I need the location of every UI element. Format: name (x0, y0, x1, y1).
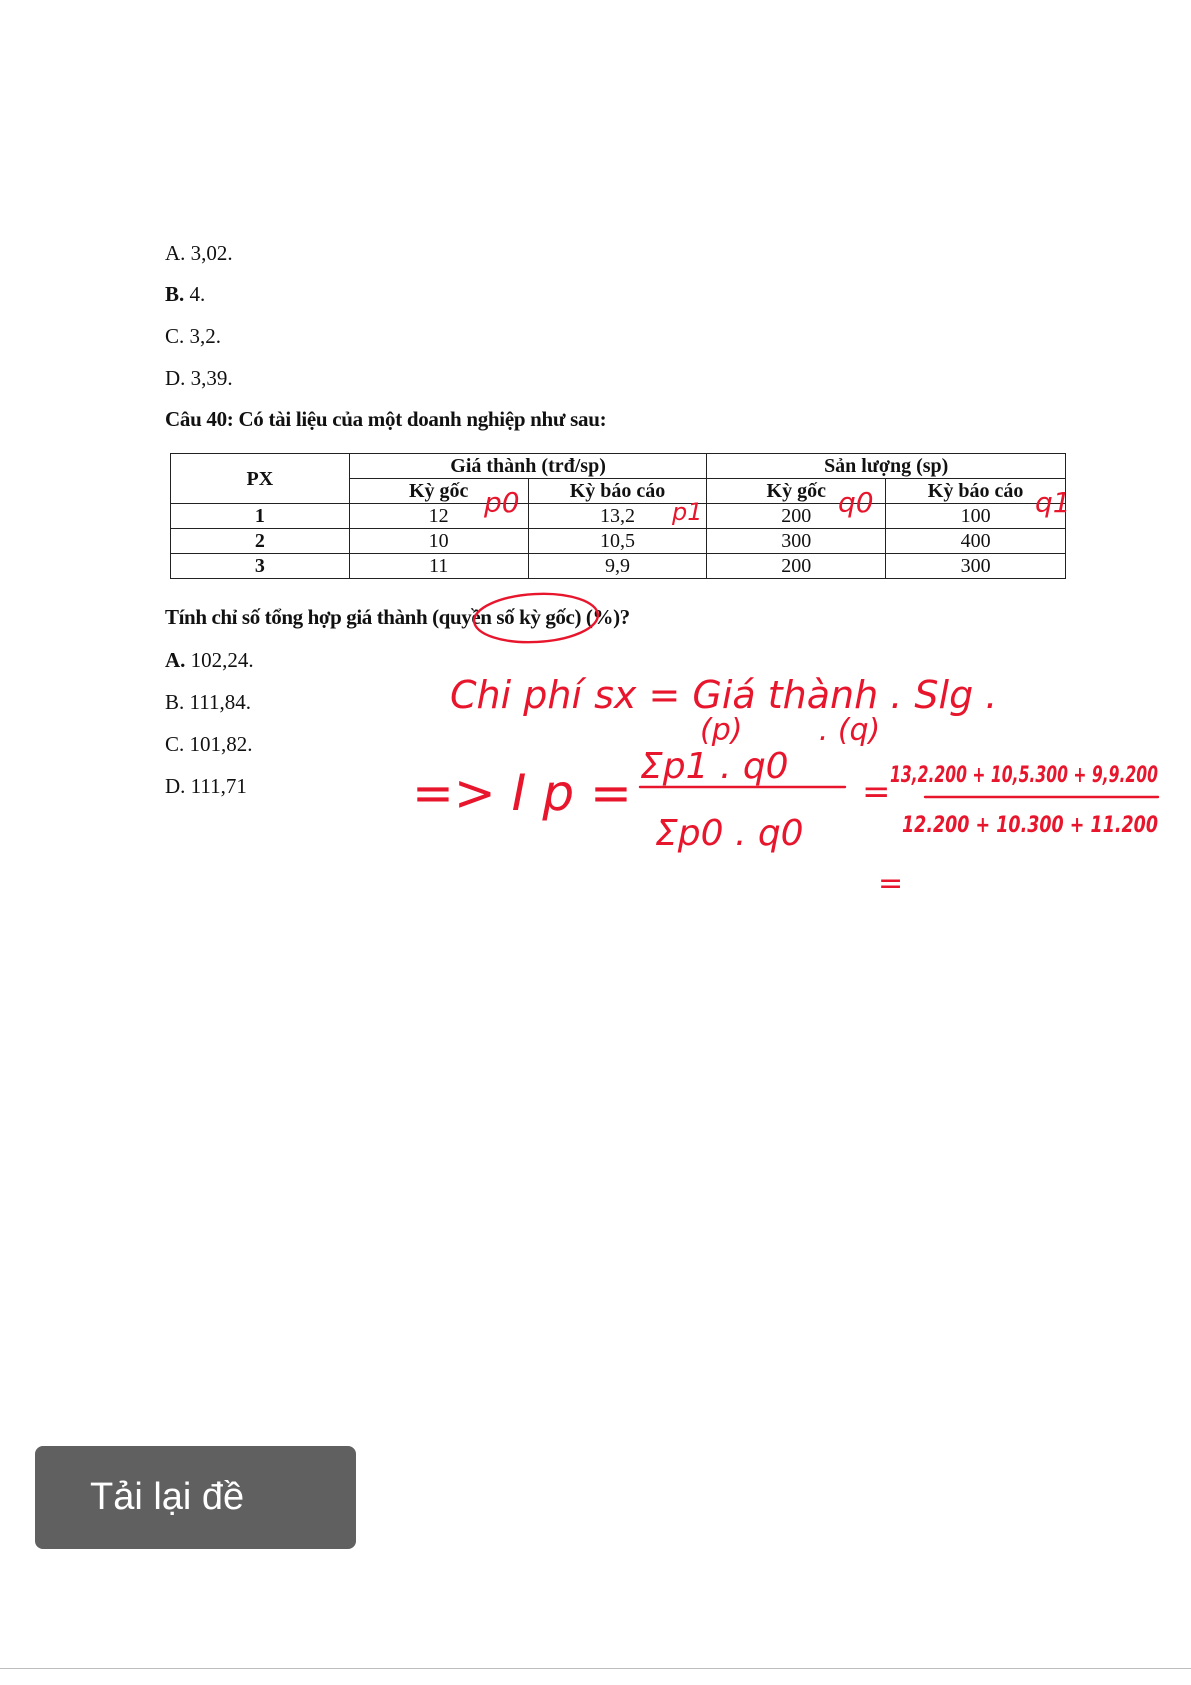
formula-lhs: => I p = (412, 764, 632, 822)
header-px: PX (171, 454, 350, 504)
option-b: B. 111,84. (165, 690, 251, 714)
prev-option-b: B. 4. (165, 282, 206, 306)
question-title: Câu 40: Có tài liệu của một doanh nghiệp như sau: (165, 407, 607, 431)
subheader-ky-bao-cao-1: Kỳ báo cáo (528, 479, 707, 504)
note-line2: (p) . (q) (700, 713, 881, 748)
table-cell: 12 (349, 504, 528, 529)
question-prompt: Tính chỉ số tổng hợp giá thành (quyền số kỳ gốc) (%)? (165, 605, 630, 629)
table-cell: 300 (886, 554, 1066, 579)
table-cell: 10,5 (528, 529, 707, 554)
header-san-luong: Sản lượng (sp) (707, 454, 1066, 479)
bottom-divider (0, 1668, 1191, 1669)
formula-equals-1: = (862, 772, 891, 812)
option-d: D. 111,71 (165, 774, 247, 798)
note-line1: Chi phí sx = Giá thành . Slg . (450, 673, 998, 717)
subheader-ky-goc-1: Kỳ gốc (349, 479, 528, 504)
subheader-ky-bao-cao-2: Kỳ báo cáo (886, 479, 1066, 504)
table-cell: 300 (707, 529, 886, 554)
reload-exam-button[interactable]: Tải lại đề (35, 1446, 356, 1549)
option-c: C. 101,82. (165, 732, 253, 756)
table-cell: 11 (349, 554, 528, 579)
label-p0: p0 (484, 486, 520, 519)
table-row (171, 504, 1066, 529)
denominator-values: 12.200 + 10.300 + 11.200 (902, 813, 1158, 838)
data-table (170, 453, 1066, 579)
table-cell: 200 (707, 554, 886, 579)
formula-denominator: Σp0 . q0 (655, 813, 804, 854)
row-px: 3 (171, 554, 350, 579)
numerator-values: 13,2.200 + 10,5.300 + 9,9.200 (890, 763, 1158, 788)
prev-option-d: D. 3,39. (165, 366, 233, 390)
subheader-ky-goc-2: Kỳ gốc (707, 479, 886, 504)
formula-numerator: Σp1 . q0 (640, 746, 789, 787)
table-cell: 400 (886, 529, 1066, 554)
table-cell: 100 (886, 504, 1066, 529)
table-cell: 9,9 (528, 554, 707, 579)
formula-equals-2: = (878, 866, 904, 901)
table-row (171, 554, 1066, 579)
row-px: 1 (171, 504, 350, 529)
table-cell: 10 (349, 529, 528, 554)
option-a: A. 102,24. (165, 648, 254, 672)
label-q0: q0 (838, 486, 874, 519)
table-cell: 200 (707, 504, 886, 529)
row-px: 2 (171, 529, 350, 554)
header-gia-thanh: Giá thành (trđ/sp) (349, 454, 707, 479)
prev-option-a: A. 3,02. (165, 241, 233, 265)
table-cell: 13,2 (528, 504, 707, 529)
label-q1: q1 (1035, 486, 1071, 519)
prev-option-c: C. 3,2. (165, 324, 222, 348)
table-row (171, 529, 1066, 554)
label-p1: p1 (672, 498, 703, 526)
